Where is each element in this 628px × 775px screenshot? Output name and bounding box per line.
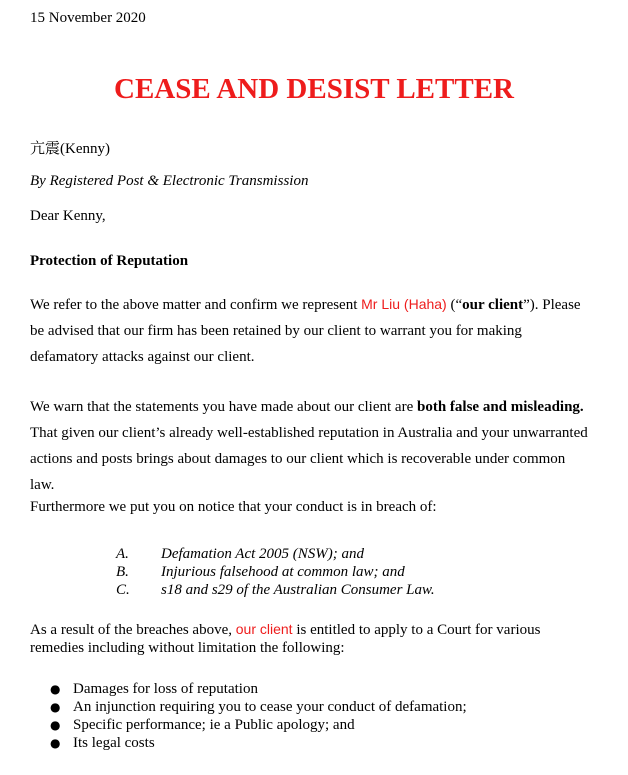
remedy-item <box>50 734 467 752</box>
letter-date: 15 November 2020 <box>30 10 146 26</box>
breach-item <box>116 545 435 563</box>
paragraph-remedies-intro <box>30 620 590 657</box>
remedy-item <box>50 698 467 716</box>
remedy-item <box>50 716 467 734</box>
remedy-item <box>50 680 467 698</box>
paragraph-notice: Furthermore we put you on notice that your conduct is in breach of: <box>30 499 437 515</box>
client-term: our client <box>462 297 524 313</box>
false-misleading-emphasis: both false and misleading. <box>416 399 584 415</box>
breach-text: Defamation Act 2005 (NSW); and <box>161 546 365 562</box>
recipient-name: 亢震(Kenny) <box>30 141 110 157</box>
letter-title: CEASE AND DESIST LETTER <box>114 73 514 105</box>
breach-list <box>116 545 435 599</box>
salutation: Dear Kenny, <box>30 208 106 224</box>
paragraph-representation <box>30 291 590 370</box>
breach-letter: B. <box>116 564 129 580</box>
remedy-text: Specific performance; ie a Public apology; and <box>73 717 355 733</box>
breach-letter: A. <box>116 546 129 562</box>
remedy-text: Its legal costs <box>73 735 155 751</box>
paragraph-warning <box>30 394 590 498</box>
delivery-method: By Registered Post & Electronic Transmission <box>30 173 309 189</box>
p2-text-b: That given our client’s already well-established reputation in Australia and your unwarranted actions and posts brings about damages to our client which is recoverable under common law. <box>30 425 588 493</box>
bullet-icon: ● <box>50 700 61 714</box>
p1-text-a: We refer to the above matter and confirm we represent <box>30 297 362 313</box>
breach-text: s18 and s29 of the Australian Consumer Law. <box>161 582 435 598</box>
bullet-icon: ● <box>50 718 61 732</box>
p4-text-a: As a result of the breaches above, <box>30 622 236 638</box>
p1-text-c: ”). Please be advised that our firm has been retained by our client to warrant you for making defamatory attacks against our client. <box>30 297 581 365</box>
client-name: Mr Liu (Haha) <box>361 296 447 312</box>
breach-letter: C. <box>116 582 130 598</box>
p2-text-a: We warn that the statements you have made about our client are <box>30 399 417 415</box>
breach-item <box>116 563 435 581</box>
remedy-text: An injunction requiring you to cease your conduct of defamation; <box>73 699 467 715</box>
remedies-list <box>50 680 467 752</box>
p4-text-b: is entitled to apply to a Court for various remedies including without limitation the following: <box>30 622 541 656</box>
remedy-text: Damages for loss of reputation <box>73 681 258 697</box>
bullet-icon: ● <box>50 682 61 696</box>
client-reference: our client <box>235 621 293 637</box>
breach-item <box>116 581 435 599</box>
section-heading: Protection of Reputation <box>30 253 189 269</box>
p1-text-b: (“ <box>446 297 463 313</box>
bullet-icon: ● <box>50 736 61 750</box>
breach-text: Injurious falsehood at common law; and <box>161 564 405 580</box>
